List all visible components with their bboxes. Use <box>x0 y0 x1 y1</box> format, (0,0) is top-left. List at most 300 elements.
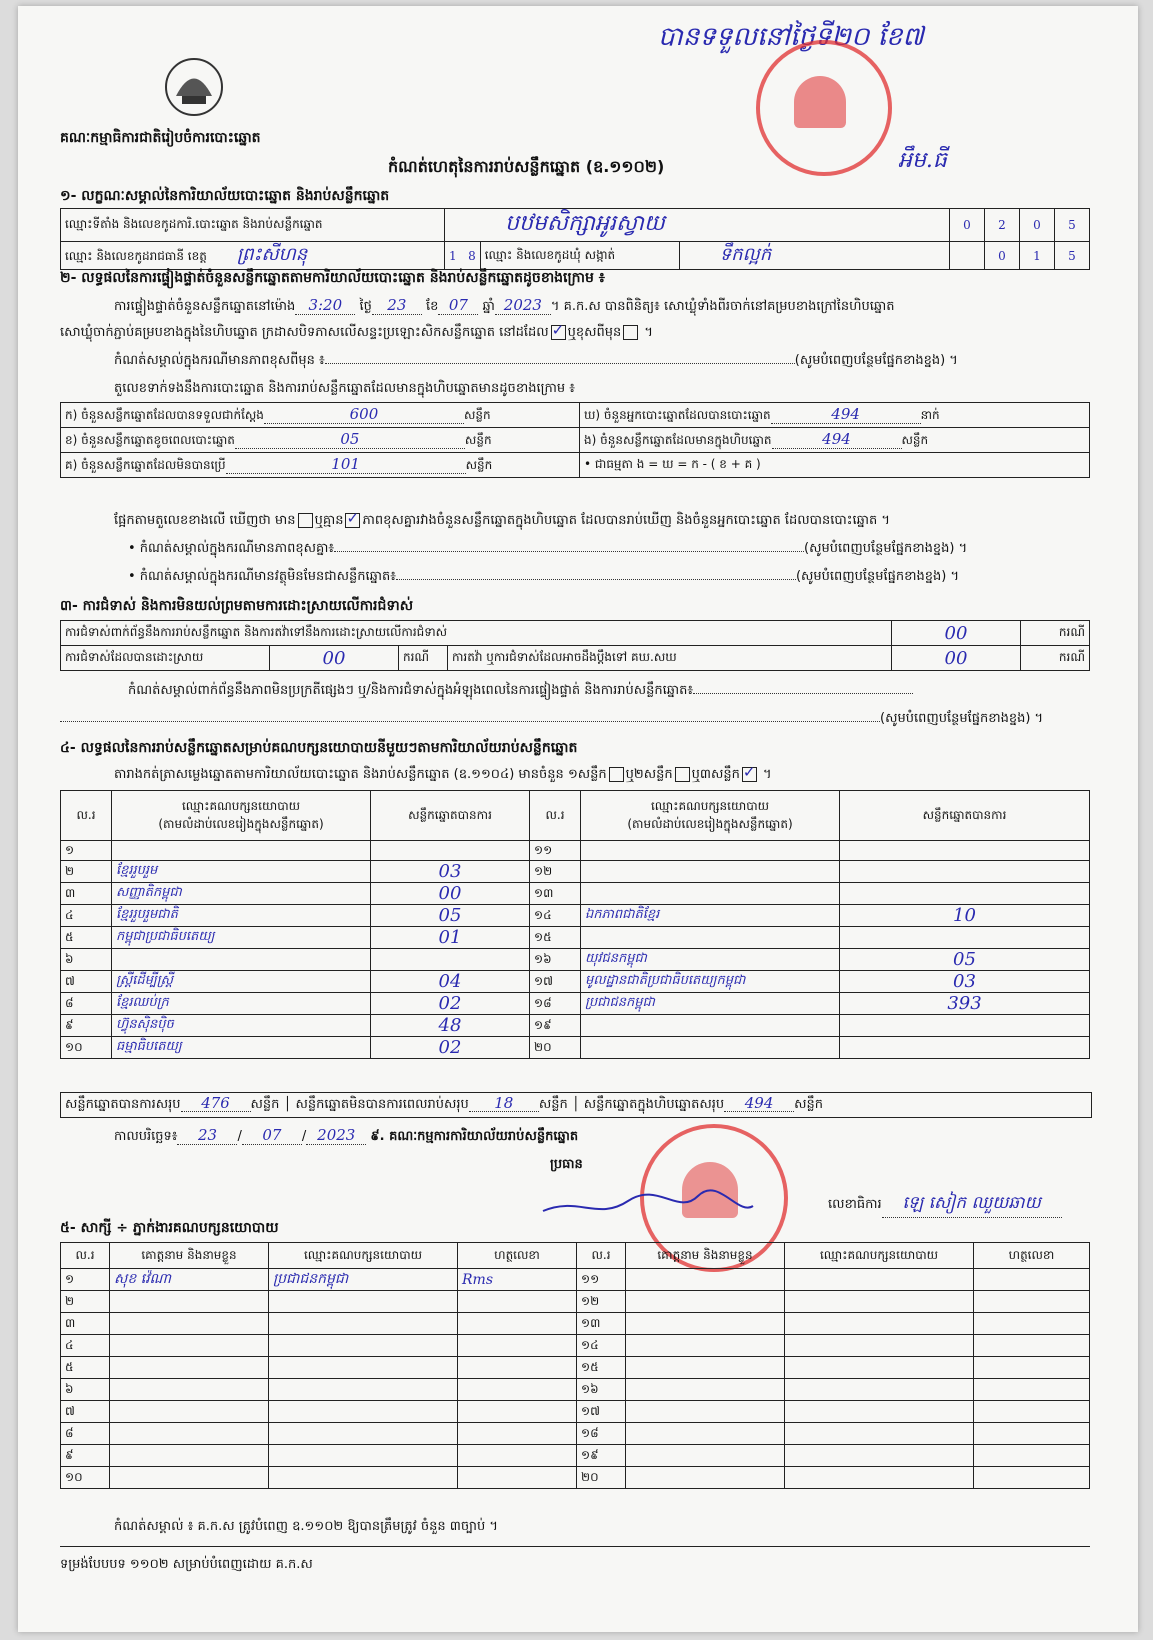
party-name <box>581 883 840 905</box>
party-name <box>581 861 840 883</box>
no-diff-checkbox[interactable] <box>345 513 360 528</box>
diff-note: • កំណត់សម្គាល់ក្នុងករណីមានភាពខុសគ្នា៖ <box>128 541 335 556</box>
col-party <box>112 791 371 841</box>
witness-signature <box>458 1291 577 1313</box>
row-no: ១៦ <box>530 949 581 971</box>
form-page <box>18 6 1138 1632</box>
row-no: ៩ <box>61 1445 110 1467</box>
row-no: ៣ <box>61 1313 110 1335</box>
vote-count <box>371 841 530 861</box>
table-row <box>61 927 1090 949</box>
party-name <box>581 1015 840 1037</box>
date-line: កាលបរិច្ឆេទ៖ 23 / 07 / 2023 ៩. គណៈកម្មការការិយាល័យរាប់សន្លឹកឆ្នោត <box>114 1126 579 1144</box>
row-no: ១៣ <box>577 1313 626 1335</box>
s3-note <box>128 682 913 701</box>
code-digit: 5 <box>1055 209 1090 242</box>
row-no: ១៧ <box>530 971 581 993</box>
table-row <box>61 1269 1090 1291</box>
seal-text: សោឃ្លុំចាក់ភ្ជាប់គម្របខាងក្នុងនៃហិបឆ្នោត ក្រដាសបិទភាសលើសន្ទះប្រឡោះសិកសន្លឹកឆ្នោត នៅដដែល <box>60 325 549 340</box>
row-no: ២០ <box>577 1467 626 1489</box>
witness-name: សុខ វ៉េណា <box>110 1269 269 1291</box>
witness-party <box>269 1357 458 1379</box>
received-row <box>61 403 580 428</box>
table-row <box>61 841 1090 861</box>
object-note: • កំណត់សម្គាល់ក្នុងករណីមានវត្ថុមិនមែនជាសន្លឹកឆ្នោត៖ <box>128 569 396 584</box>
appeal-label: ការតវ៉ា ឬការជំទាស់ដែលអាចដឹងប្តឹងទៅ គឃ.សឃ <box>448 646 892 671</box>
seal-check-text: ។ គ.ក.ស បានពិនិត្យ៖ សោឃ្លុំទាំងពីរចាក់នៅគម្របខាងក្រៅនៃហិបឆ្នោត <box>550 299 895 314</box>
code-digit: 2 <box>985 209 1020 242</box>
witness-name <box>110 1379 269 1401</box>
s1-r1-value: បឋមសិក្សាអូរស្វាយ <box>445 209 950 242</box>
vote-count <box>840 1015 1090 1037</box>
row-no: ៧ <box>61 1401 110 1423</box>
province-code <box>445 242 481 270</box>
witness-party <box>785 1357 974 1379</box>
fill-back-note: (សូមបំពេញបន្ថែមផ្នែកខាងខ្នង) ។ <box>795 569 960 584</box>
unit-label: សន្លឹក <box>463 408 491 422</box>
party-name: ខ្មែររួបរួម <box>112 861 371 883</box>
voters-row <box>580 403 1090 428</box>
witness-signature <box>974 1357 1090 1379</box>
case-unit: ករណី <box>399 646 448 671</box>
complaint-value: 00 <box>892 621 1021 646</box>
s2-line7 <box>128 568 959 587</box>
col-party: ឈ្មោះគណបក្សនយោបាយ <box>785 1243 974 1269</box>
s5-heading: ៥- សាក្សី ÷ ភ្នាក់ងារគណបក្សនយោបាយ <box>60 1220 279 1236</box>
province-value: ព្រះសីហនុ <box>236 244 308 265</box>
vote-count: 02 <box>371 1037 530 1059</box>
col-party-title: ឈ្មោះគណបក្សនយោបាយ <box>181 798 301 813</box>
row-no: ១៨ <box>577 1423 626 1445</box>
vote-count: 05 <box>840 949 1090 971</box>
spoiled-value: 05 <box>235 430 465 449</box>
fill-back-note: (សូមបំពេញបន្ថែមផ្នែកខាងខ្នង) ។ <box>804 541 968 556</box>
witness-party <box>269 1313 458 1335</box>
vote-count <box>840 1037 1090 1059</box>
received-label: ក) ចំនួនសន្លឹកឆ្នោតដែលបានទទួលជាក់ស្តែង <box>65 408 264 422</box>
form-footer: ទម្រង់បែបបទ ១១០២ សម្រាប់បំពេញដោយ គ.ក.ស <box>60 1557 313 1572</box>
three-sheets-checkbox[interactable] <box>742 767 757 782</box>
totals-row: សន្លឹកឆ្នោតបានការសរុប 476 សន្លឹក │ សន្លឹកឆ្នោតមិនបានការពេលរាប់សរុប 18 សន្លឹក │ សន្លឹកឆ្នោតក្នុងហិបឆ្នោតសរុប 494 សន្លឹក <box>60 1092 1092 1118</box>
row-no: ១៩ <box>530 1015 581 1037</box>
unit-label: សន្លឹក <box>250 1097 280 1112</box>
unit-label: សន្លឹក <box>901 433 929 447</box>
row-no: ១០ <box>61 1037 112 1059</box>
col-no: ល.រ <box>530 791 581 841</box>
s4-intro: តារាងកត់ត្រាសម្លេងឆ្នោតតាមការិយាល័យបោះឆ្នោត និងរាប់សន្លឹកឆ្នោត (ឧ.១១០៤) មានចំនួន ១សន្លឹក ឬ២សន្លឹក ឬ៣សន្លឹក✓ ។ <box>114 766 772 785</box>
s1-r1-label: ឈ្មោះទីតាំង និងលេខកូដការិ.បោះឆ្នោត និងរាប់សន្លឹកឆ្នោត <box>61 209 445 242</box>
unused-row <box>61 453 580 478</box>
s4-heading: ៤- លទ្ធផលនៃការរាប់សន្លឹកឆ្នោតសម្រាប់គណបក្សនយោបាយនីមួយៗតាមការិយាល័យរាប់សន្លឹកឆ្នោត <box>60 740 578 756</box>
witness-party <box>785 1379 974 1401</box>
row-no: ៣ <box>61 883 112 905</box>
witness-party <box>269 1467 458 1489</box>
col-party-sub: (តាមលំដាប់លេខរៀងក្នុងសន្លឹកឆ្នោត) <box>158 816 324 831</box>
witness-signature <box>974 1269 1090 1291</box>
col-no: ល.រ <box>61 791 112 841</box>
witness-party <box>269 1379 458 1401</box>
time-value: 3:20 <box>295 296 355 315</box>
witness-signature <box>458 1467 577 1489</box>
s2-line2: សោឃ្លុំចាក់ភ្ជាប់គម្របខាងក្នុងនៃហិបឆ្នោត ក្រដាសបិទភាសលើសន្ទះប្រឡោះសិកសន្លឹកឆ្នោត នៅដដែល✓ ឬខុសពីមុន ។ <box>60 324 653 343</box>
year-label: ឆ្នាំ <box>482 299 495 314</box>
row-no: ៤ <box>61 1335 110 1357</box>
date-month: 07 <box>242 1126 302 1145</box>
party-name: ហ៊្វុនស៊ិនប៉ិច <box>112 1015 371 1037</box>
witness-party <box>269 1423 458 1445</box>
row-no: ១ <box>61 841 112 861</box>
vote-count: 01 <box>371 927 530 949</box>
code-digit: 1 <box>1020 242 1055 270</box>
witness-signature: Rms <box>458 1269 577 1291</box>
witness-name <box>626 1269 785 1291</box>
row-no: ១៤ <box>577 1335 626 1357</box>
s3-note2 <box>60 710 1043 729</box>
witness-name <box>626 1467 785 1489</box>
s2-line5 <box>114 512 890 531</box>
spoiled-row <box>61 428 580 453</box>
party-name: យុវជនកម្ពុជា <box>581 949 840 971</box>
row-no: ១៤ <box>530 905 581 927</box>
row-no: ១៣ <box>530 883 581 905</box>
row-no: ១១ <box>530 841 581 861</box>
witness-signature <box>458 1445 577 1467</box>
month-value: 07 <box>438 296 478 315</box>
vote-count <box>840 927 1090 949</box>
two-sheets-label: ឬ២សន្លឹក <box>625 767 673 782</box>
col-party: ឈ្មោះគណបក្សនយោបាយ <box>269 1243 458 1269</box>
form-title: កំណត់ហេតុនៃការរាប់សន្លឹកឆ្នោត (ឧ.១១០២) <box>388 157 665 176</box>
row-no: ៥ <box>61 927 112 949</box>
col-votes: សន្លឹកឆ្នោតបានការ <box>371 791 530 841</box>
witness-party: ប្រជាជនកម្ពុជា <box>269 1269 458 1291</box>
table-row <box>61 1423 1090 1445</box>
table-row <box>61 949 1090 971</box>
witness-table <box>60 1242 1090 1489</box>
witness-name <box>626 1313 785 1335</box>
s2-line1 <box>114 296 895 317</box>
row-no: ៩ <box>61 1015 112 1037</box>
witness-party <box>785 1335 974 1357</box>
changed-checkbox[interactable] <box>623 325 638 340</box>
case-unit: ករណី <box>1021 646 1090 671</box>
witness-signature <box>974 1313 1090 1335</box>
col-party <box>581 791 840 841</box>
row-no: ១៥ <box>577 1357 626 1379</box>
table-row <box>61 1335 1090 1357</box>
results-table <box>60 790 1090 1059</box>
s2-line4: តួលេខទាក់ទងនឹងការបោះឆ្នោត និងការរាប់សន្លឹកឆ្នោតដែលមានក្នុងហិបឆ្នោតមានដូចខាងក្រោម ៖ <box>114 381 575 396</box>
row-no: ២ <box>61 861 112 883</box>
witness-name <box>626 1335 785 1357</box>
row-no: ៤ <box>61 905 112 927</box>
inbox-row <box>580 428 1090 453</box>
witness-name <box>110 1313 269 1335</box>
table-row <box>61 861 1090 883</box>
unit-label: សន្លឹក <box>464 433 492 447</box>
invalid-total-value: 18 <box>469 1095 539 1112</box>
witness-party <box>269 1445 458 1467</box>
witness-party <box>785 1445 974 1467</box>
col-name: គោត្តនាម និងនាមខ្លួន <box>110 1243 269 1269</box>
vote-count: 02 <box>371 993 530 1015</box>
witness-name <box>626 1401 785 1423</box>
secretary-line <box>828 1192 1062 1218</box>
s3-table <box>60 620 1090 671</box>
vote-count <box>840 861 1090 883</box>
has-diff-label: ផ្អែកតាមតួលេខខាងលើ ឃើញថា មាន <box>114 513 296 528</box>
row-no: ១៧ <box>577 1401 626 1423</box>
spoiled-label: ខ) ចំនួនសន្លឹកឆ្នោតខូចពេលបោះឆ្នោត <box>65 433 235 447</box>
diff-text: ភាពខុសគ្នារវាងចំនួនសន្លឹកឆ្នោតក្នុងហិបឆ្នោត ដែលបានរាប់ឃើញ និងចំនួនអ្នកបោះឆ្នោត ដែលបានបោះឆ្នោត ។ <box>362 513 890 528</box>
nec-logo-icon <box>158 56 230 118</box>
year-value: 2023 <box>495 296 551 315</box>
witness-name <box>110 1467 269 1489</box>
voters-label: ឃ) ចំនួនអ្នកបោះឆ្នោតដែលបានបោះឆ្នោត <box>584 408 771 422</box>
row-no: ១៥ <box>530 927 581 949</box>
commune-value: ទឹកល្អក់ <box>679 242 949 270</box>
col-party-title: ឈ្មោះគណបក្សនយោបាយ <box>650 798 770 813</box>
witness-name <box>626 1357 785 1379</box>
row-no: ១២ <box>530 861 581 883</box>
month-label: ខែ <box>425 299 439 314</box>
case-unit: ករណី <box>1021 621 1090 646</box>
row-no: ១១ <box>577 1269 626 1291</box>
voters-value: 494 <box>771 405 921 424</box>
changed-label: ឬខុសពីមុន <box>567 325 622 340</box>
party-name: ខ្មែរឈប់ក្រ <box>112 993 371 1015</box>
party-name: កម្ពុជាប្រជាធិបតេយ្យ <box>112 927 371 949</box>
president-label: ប្រធាន <box>550 1157 583 1172</box>
witness-party <box>785 1269 974 1291</box>
witness-party <box>269 1291 458 1313</box>
party-name <box>581 1037 840 1059</box>
one-sheet-checkbox[interactable] <box>609 767 624 782</box>
party-name <box>581 927 840 949</box>
witness-party <box>785 1423 974 1445</box>
formula: • ជាធម្មតា ង = ឃ = ក - ( ខ + គ ) <box>580 453 1090 478</box>
witness-party <box>785 1313 974 1335</box>
party-name: សញ្ញាតិកម្ពុជា <box>112 883 371 905</box>
vote-count: 00 <box>371 883 530 905</box>
code-digit: 0 <box>950 209 985 242</box>
received-value: 600 <box>264 405 464 424</box>
row-no: ៥ <box>61 1357 110 1379</box>
witness-signature <box>974 1335 1090 1357</box>
vote-count <box>840 841 1090 861</box>
witness-party <box>269 1401 458 1423</box>
party-name: ឯកភាពជាតិខ្មែរ <box>581 905 840 927</box>
row-no: ៨ <box>61 993 112 1015</box>
row-no: ១៩ <box>577 1445 626 1467</box>
sheet-count-text: តារាងកត់ត្រាសម្លេងឆ្នោតតាមការិយាល័យបោះឆ្នោត និងរាប់សន្លឹកឆ្នោត (ឧ.១១០៤) មានចំនួន ១សន្លឹក <box>114 767 607 782</box>
footer-divider <box>60 1546 1090 1547</box>
witness-signature <box>974 1423 1090 1445</box>
witness-signature <box>974 1467 1090 1489</box>
vote-count <box>371 949 530 971</box>
witness-name <box>626 1379 785 1401</box>
witness-party <box>269 1335 458 1357</box>
table-row <box>61 993 1090 1015</box>
commune-label: ឈ្មោះ និងលេខកូដឃុំ សង្កាត់ <box>480 242 679 270</box>
vote-count: 393 <box>840 993 1090 1015</box>
no-diff-label: ឬគ្មាន <box>314 513 344 528</box>
col-sign: ហត្ថលេខា <box>974 1243 1090 1269</box>
s1-heading: ១- លក្ខណៈសម្គាល់នៃការិយាល័យបោះឆ្នោត និងរាប់សន្លឹកឆ្នោត <box>60 188 390 204</box>
col-votes: សន្លឹកឆ្នោតបានការ <box>840 791 1090 841</box>
row-no: ១៦ <box>577 1379 626 1401</box>
s3-heading: ៣- ការជំទាស់ និងការមិនយល់ព្រមតាមការដោះស្រាយលើការជំទាស់ <box>60 598 414 614</box>
witness-name <box>110 1291 269 1313</box>
row-no: ៨ <box>61 1423 110 1445</box>
code-digit: 0 <box>1020 209 1055 242</box>
witness-name <box>626 1423 785 1445</box>
col-no: ល.រ <box>61 1243 110 1269</box>
party-name: ខ្មែររួបរួមជាតិ <box>112 905 371 927</box>
day-label: ថ្ងៃ <box>359 299 372 314</box>
witness-name <box>626 1445 785 1467</box>
secretary-label: លេខាធិការ <box>828 1197 882 1212</box>
witness-signature <box>974 1379 1090 1401</box>
table-row <box>61 1313 1090 1335</box>
table-row <box>61 1357 1090 1379</box>
row-no: ៦ <box>61 949 112 971</box>
witness-signature <box>458 1357 577 1379</box>
code-digit: 0 <box>985 242 1020 270</box>
table-row <box>61 1037 1090 1059</box>
irregularity-note: កំណត់សម្គាល់ពាក់ព័ន្ធនឹងភាពមិនប្រក្រតីផ្សេងៗ ឬ/និងការជំទាស់ក្នុងអំឡុងពេលនៃការផ្ទៀងផ្ទាត់ និងការរាប់សន្លឹកឆ្នោត៖ <box>128 683 694 698</box>
row-no: ២ <box>61 1291 110 1313</box>
table-row <box>61 1467 1090 1489</box>
invalid-total-label: សន្លឹកឆ្នោតមិនបានការពេលរាប់សរុប <box>295 1097 469 1112</box>
table-row <box>61 1291 1090 1313</box>
unused-value: 101 <box>226 455 466 474</box>
witness-signature <box>458 1313 577 1335</box>
witness-party <box>785 1467 974 1489</box>
witness-name <box>626 1291 785 1313</box>
code-digit: 8 <box>468 248 476 263</box>
vote-count <box>840 883 1090 905</box>
unchanged-checkbox[interactable] <box>551 325 566 340</box>
resolved-label: ការជំទាស់ដែលបានដោះស្រាយ <box>61 646 270 671</box>
witness-signature <box>974 1401 1090 1423</box>
unit-label: សន្លឹក <box>538 1097 568 1112</box>
fill-back-note: (សូមបំពេញបន្ថែមផ្នែកខាងខ្នង) ។ <box>880 711 1044 726</box>
col-sign: ហត្ថលេខា <box>458 1243 577 1269</box>
box-total-value: 494 <box>724 1095 794 1112</box>
vote-count: 05 <box>371 905 530 927</box>
fill-back-note: (សូមបំពេញបន្ថែមផ្នែកខាងខ្នង) ។ <box>794 353 958 368</box>
box-total-label: សន្លឹកឆ្នោតក្នុងហិបឆ្នោតសរុប <box>583 1097 725 1112</box>
received-sign: អឹម.ធី <box>898 148 947 173</box>
s2-heading: ២- លទ្ធផលនៃការផ្ទៀងផ្ទាត់ចំនួនសន្លឹកឆ្នោតតាមការិយាល័យបោះឆ្នោត និងរាប់សន្លឹកឆ្នោតដូចខាងក្រោម ៖ <box>60 270 605 286</box>
day-value: 23 <box>372 296 422 315</box>
code-blank <box>950 242 985 270</box>
s1-r2-label <box>61 242 445 270</box>
party-name: ស្ត្រីដើម្បីស្ត្រី <box>112 971 371 993</box>
secretary-name: ឡេ សៀក ឈួយឆាយ <box>882 1192 1062 1218</box>
code-digit: 1 <box>449 248 457 263</box>
received-note: បានទទួលនៅថ្ងៃទី២០ ខែ៧ <box>658 22 924 52</box>
president-signature <box>538 1186 758 1230</box>
party-name: មូលដ្ឋានជាតិប្រជាធិបតេយ្យកម្ពុជា <box>581 971 840 993</box>
complaint-label: ការជំទាស់ពាក់ព័ន្ធនឹងការរាប់សន្លឹកឆ្នោត និងការតវ៉ាទៅនឹងការដោះស្រាយលើការជំទាស់ <box>61 621 892 646</box>
table-row <box>61 1379 1090 1401</box>
witness-signature <box>458 1379 577 1401</box>
s5-note: កំណត់សម្គាល់ ៖ គ.ក.ស ត្រូវបំពេញ ឧ.១១០២ ឱ្យបានត្រឹមត្រូវ ចំនួន ៣ច្បាប់ ។ <box>114 1519 498 1534</box>
row-no: ១ <box>61 1269 110 1291</box>
witness-signature <box>974 1445 1090 1467</box>
stamp-emblem-icon <box>794 76 846 128</box>
witness-party <box>785 1401 974 1423</box>
unit-label: សន្លឹក <box>465 458 493 472</box>
inbox-label: ង) ចំនួនសន្លឹកឆ្នោតដែលមានក្នុងហិបឆ្នោត <box>584 433 772 447</box>
three-sheets-label: ឬ៣សន្លឹក <box>691 767 740 782</box>
date-day: 23 <box>177 1126 237 1145</box>
witness-name <box>110 1335 269 1357</box>
table-row <box>61 883 1090 905</box>
party-name <box>581 841 840 861</box>
row-no: ៧ <box>61 971 112 993</box>
s1-table <box>60 208 1090 270</box>
date-label: កាលបរិច្ឆេទ៖ <box>114 1129 178 1144</box>
witness-signature <box>458 1401 577 1423</box>
resolved-value: 00 <box>270 646 399 671</box>
table-row <box>61 905 1090 927</box>
vote-count: 10 <box>840 905 1090 927</box>
valid-total-value: 476 <box>181 1095 251 1112</box>
vote-count: 03 <box>840 971 1090 993</box>
s2-figures-table <box>60 402 1090 478</box>
org-name: គណៈកម្មាធិការជាតិរៀបចំការបោះឆ្នោត <box>60 130 261 146</box>
table-row <box>61 1401 1090 1423</box>
row-no: ១០ <box>61 1467 110 1489</box>
table-row <box>61 971 1090 993</box>
vote-count: 04 <box>371 971 530 993</box>
time-label: ការផ្ទៀងផ្ទាត់ចំនួនសន្លឹកឆ្នោតនៅម៉ោង <box>114 299 296 314</box>
valid-total-label: សន្លឹកឆ្នោតបានការសរុប <box>65 1097 181 1112</box>
table-row <box>61 1015 1090 1037</box>
party-name <box>112 841 371 861</box>
row-no: ៦ <box>61 1379 110 1401</box>
code-digit: 5 <box>1055 242 1090 270</box>
person-unit: នាក់ <box>920 408 940 422</box>
table-row <box>61 1445 1090 1467</box>
s2-line6 <box>128 540 967 559</box>
unused-label: គ) ចំនួនសន្លឹកឆ្នោតដែលមិនបានប្រើ <box>65 458 226 472</box>
party-name: ប្រជាជនកម្ពុជា <box>581 993 840 1015</box>
two-sheets-checkbox[interactable] <box>675 767 690 782</box>
party-name: ធម្មាធិបតេយ្យ <box>112 1037 371 1059</box>
witness-signature <box>458 1335 577 1357</box>
witness-party <box>785 1291 974 1313</box>
witness-name <box>110 1423 269 1445</box>
inbox-value: 494 <box>772 430 902 449</box>
party-name <box>112 949 371 971</box>
date-year: 2023 <box>306 1126 366 1145</box>
unit-label: សន្លឹក <box>794 1097 823 1112</box>
committee-label: ៩. គណៈកម្មការការិយាល័យរាប់សន្លឹកឆ្នោត <box>370 1129 579 1144</box>
witness-name <box>110 1401 269 1423</box>
row-no: ១២ <box>577 1291 626 1313</box>
col-name: គោត្តនាម និងនាមខ្លួន <box>626 1243 785 1269</box>
witness-signature <box>458 1423 577 1445</box>
diff-note-label: កំណត់សម្គាល់ក្នុងករណីមានភាពខុសពីមុន ៖ <box>114 353 325 368</box>
appeal-value: 00 <box>892 646 1021 671</box>
has-diff-checkbox[interactable] <box>298 513 313 528</box>
province-label: ឈ្មោះ និងលេខកូដរាជធានី ខេត្ត <box>65 249 207 263</box>
witness-signature <box>974 1291 1090 1313</box>
